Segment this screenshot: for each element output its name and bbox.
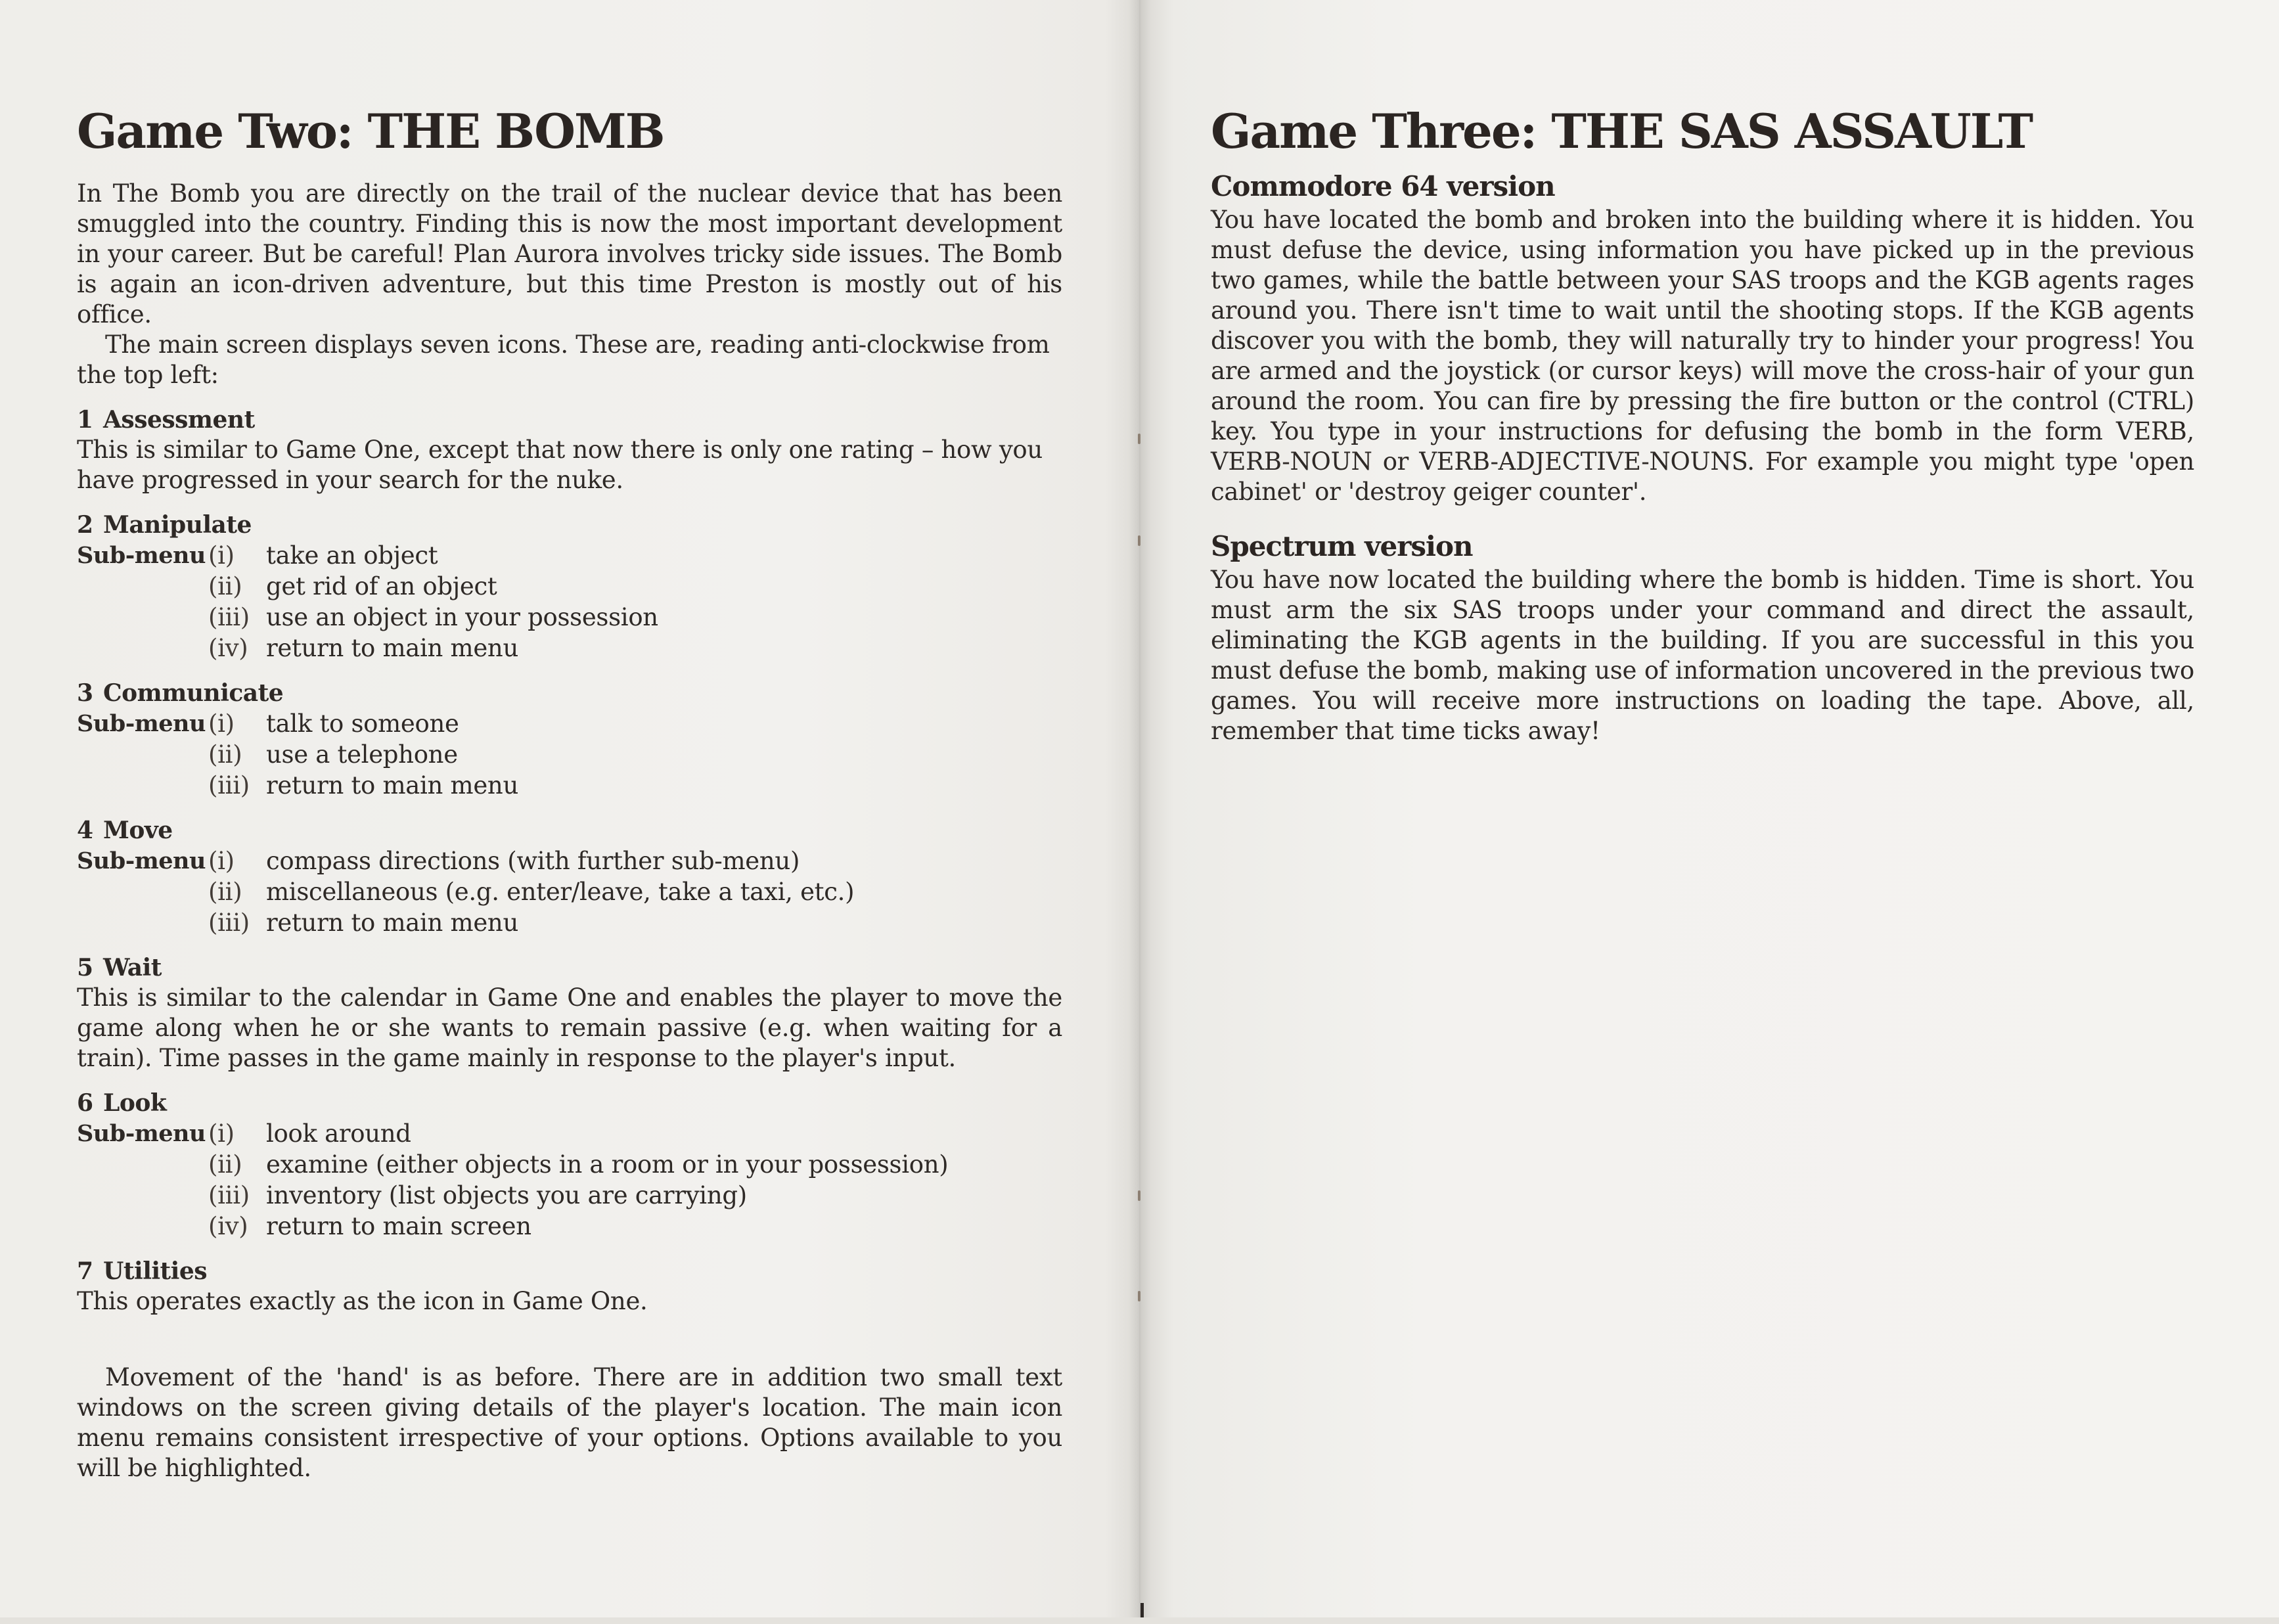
section-title: Move (103, 817, 173, 844)
section-number: 3 (77, 679, 93, 707)
page-title: Game Two: THE BOMB (77, 103, 664, 159)
submenu-label: Sub-menu (77, 710, 206, 737)
section-move (77, 815, 1062, 938)
submenu-list (77, 540, 1062, 664)
item-numeral: (iv) (208, 634, 248, 662)
submenu-list (77, 1118, 1062, 1242)
submenu-item: use a telephone (266, 740, 458, 769)
section-look (77, 1088, 1062, 1242)
binding-mark (1138, 535, 1140, 546)
section-text: This is similar to the calendar in Game One and enables the player to move the game along when he or she wants to remain passive (e.g. when waiting for a train). Time passes in the game mainly in response to the player's input. (77, 983, 1062, 1072)
section-title: Look (103, 1089, 167, 1117)
item-numeral: (i) (208, 710, 235, 738)
section-heading (77, 815, 1062, 846)
item-numeral: (iii) (208, 1181, 250, 1209)
submenu-item: inventory (list objects you are carrying) (266, 1181, 747, 1209)
item-numeral: (iii) (208, 909, 250, 937)
section-number: 6 (77, 1089, 93, 1117)
subheading-spectrum: Spectrum version (1211, 530, 1473, 562)
section-text: This is similar to Game One, except that now there is only one rating – how you have progressed in your search for the nuke. (77, 436, 1043, 494)
submenu-item: use an object in your possession (266, 603, 658, 631)
section-number: 1 (77, 406, 93, 434)
section-assessment (77, 405, 1062, 495)
binding-mark (1138, 1190, 1140, 1201)
section-heading (77, 510, 1062, 540)
section-manipulate (77, 510, 1062, 664)
submenu-item: talk to someone (266, 710, 459, 738)
item-numeral: (i) (208, 847, 235, 875)
section-title: Utilities (103, 1257, 208, 1285)
section-wait (77, 953, 1062, 1073)
section-title: Wait (103, 954, 162, 981)
item-numeral: (ii) (208, 572, 242, 600)
section-title: Manipulate (103, 511, 252, 539)
item-numeral: (i) (208, 1119, 235, 1148)
submenu-item: return to main menu (266, 771, 518, 800)
left-page-content (77, 99, 1062, 1483)
section-heading (77, 405, 1062, 435)
item-numeral: (i) (208, 541, 235, 570)
binding-mark (1138, 434, 1140, 444)
submenu-item: miscellaneous (e.g. enter/leave, take a taxi, etc.) (266, 878, 855, 906)
item-numeral: (iv) (208, 1212, 248, 1240)
section-title: Communicate (103, 679, 284, 707)
page-bottom-edge (0, 1617, 2279, 1624)
section-number: 5 (77, 954, 93, 981)
section-title: Assessment (103, 406, 255, 434)
submenu-label: Sub-menu (77, 1120, 206, 1147)
section-utilities (77, 1256, 1062, 1317)
section-number: 7 (77, 1257, 93, 1285)
submenu-item: return to main screen (266, 1212, 531, 1240)
commodore-paragraph: You have located the bomb and broken into the building where it is hidden. You must defuse the device, using information you have picked up in the previous two games, while the battle between your SAS troops and the KGB agents rages around you. There isn't time to wait until the shooting stops. If the KGB agents discover you with the bomb, they will naturally try to hinder your progress! You are armed and the joystick (or cursor keys) will move the cross-hair of your gun around the room. You can fire by pressing the fire button or the control (CTRL) key. You type in your instructions for defusing the bomb in the form VERB, VERB-NOUN or VERB-ADJECTIVE-NOUNS. For example you might type 'open cabinet' or 'destroy geiger counter'. (1211, 206, 2194, 506)
binding-mark (1138, 1291, 1140, 1301)
submenu-list (77, 846, 1062, 938)
submenu-item: compass directions (with further sub-menu) (266, 847, 800, 875)
section-text: This operates exactly as the icon in Game One. (77, 1287, 648, 1315)
page-title: Game Three: THE SAS ASSAULT (1211, 103, 2033, 159)
submenu-item: return to main menu (266, 634, 518, 662)
item-numeral: (ii) (208, 1150, 242, 1179)
item-numeral: (ii) (208, 740, 242, 769)
section-number: 2 (77, 511, 93, 539)
item-numeral: (ii) (208, 878, 242, 906)
icons-intro-paragraph: The main screen displays seven icons. These are, reading anti-clockwise from the top left: (77, 330, 1050, 389)
section-heading (77, 1256, 1062, 1286)
submenu-item: examine (either objects in a room or in your possession) (266, 1150, 949, 1179)
book-spine (1129, 0, 1151, 1624)
section-communicate (77, 678, 1062, 801)
submenu-list (77, 708, 1062, 801)
item-numeral: (iii) (208, 603, 250, 631)
submenu-item: return to main menu (266, 909, 518, 937)
section-heading (77, 953, 1062, 983)
submenu-item: look around (266, 1119, 411, 1148)
section-heading (77, 678, 1062, 708)
spectrum-paragraph: You have now located the building where the bomb is hidden. Time is short. You must arm the six SAS troops under your command and direct the assault, eliminating the KGB agents in the building. If you are successful in this you must defuse the bomb, making use of information uncovered in the previous two games. You will receive more instructions on loading the tape. Above, all, remember that time ticks away! (1211, 566, 2194, 745)
right-page-content (1211, 99, 2194, 746)
intro-paragraph: In The Bomb you are directly on the trail of the nuclear device that has been smuggled into the country. Finding this is now the most important development in your career. But be careful! Plan Aurora involves tricky side issues. The Bomb is again an icon-driven adventure, but this time Preston is mostly out of his office. (77, 179, 1062, 328)
submenu-item: get rid of an object (266, 572, 497, 600)
closing-paragraph: Movement of the 'hand' is as before. There are in addition two small text windows on the screen giving details of the player's location. The main icon menu remains consistent irrespective of your options. Options available to you will be highlighted. (77, 1363, 1062, 1482)
item-numeral: (iii) (208, 771, 250, 800)
submenu-label: Sub-menu (77, 542, 206, 569)
section-heading (77, 1088, 1062, 1118)
submenu-label: Sub-menu (77, 847, 206, 874)
subheading-commodore: Commodore 64 version (1211, 170, 1555, 202)
section-number: 4 (77, 817, 93, 844)
submenu-item: take an object (266, 541, 438, 570)
